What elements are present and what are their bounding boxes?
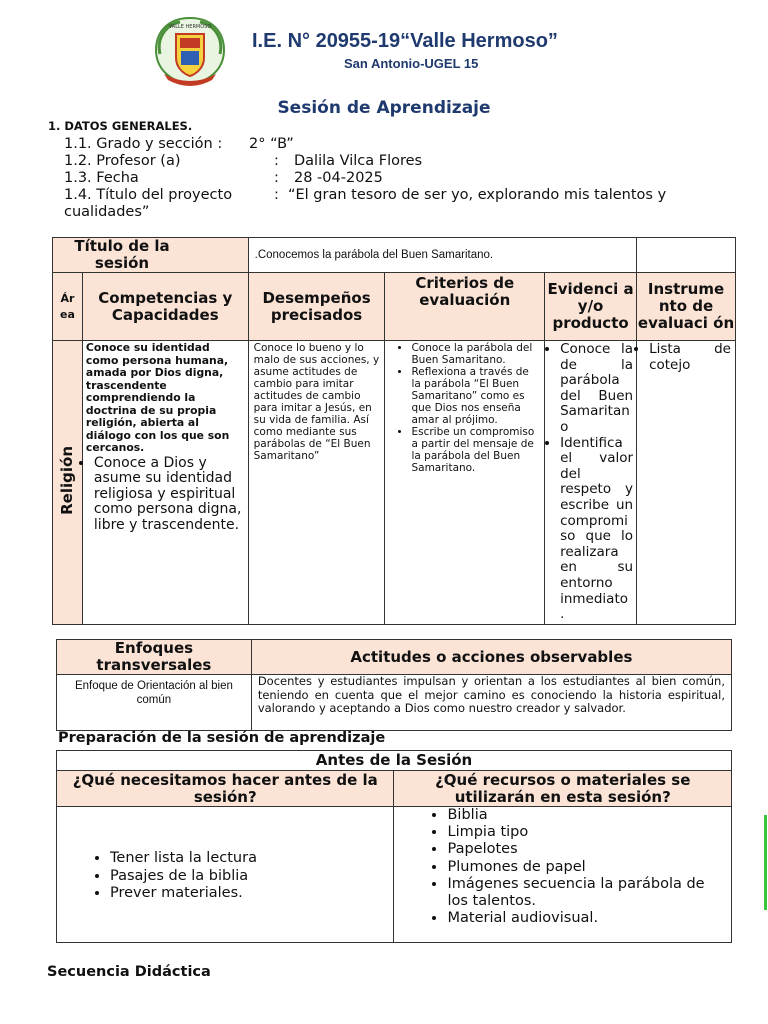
capacidades-list [86, 456, 245, 534]
desempeno-text: Conoce lo bueno y lo malo de sus acciones, y asume actitudes de cambio para imitar actitudes de cambio para imitar a Jesús, en su vida de familia. Así como mediante sus parábolas de “El Buen Samaritano” [253, 342, 380, 462]
grado-line [64, 136, 294, 153]
area-label: Religión [58, 445, 77, 515]
fecha-colon: : [274, 170, 279, 186]
recurso-item: • Imágenes secuencia la parábola de los talentos. [447, 876, 725, 910]
titulo-sesion-label: Título de la sesión [74, 237, 170, 272]
secuencia-heading: Secuencia Didáctica [47, 964, 211, 980]
grado-label: 1.1. Grado y sección : [64, 136, 223, 152]
actitud-cell: Docentes y estudiantes impulsan y orientan a los estudiantes al bien común, teniendo en cuenta que el mejor camino es conociendo la historia espiritual, valorando y aceptando a Dios como nuestro creador y salvador. [251, 675, 731, 731]
titulo-empty-cell [637, 238, 736, 273]
recursos-cell [394, 807, 732, 943]
col-recursos-header: ¿Qué recursos o materiales se utilizarán en esta sesión? [394, 771, 732, 807]
school-crest-logo [150, 14, 230, 88]
hacer-list [57, 850, 393, 903]
col-criterios-header: Criterios de evaluación [385, 273, 545, 341]
proyecto-colon: : [274, 187, 279, 203]
enfoque-cell: Enfoque de Orientación al bien común [57, 675, 252, 731]
recurso-item: • Biblia [447, 807, 725, 824]
hacer-item: • Pasajes de la biblia [110, 868, 393, 886]
hacer-cell [57, 807, 394, 943]
fecha-label: 1.3. Fecha [64, 170, 139, 186]
evidencia-item: • Conoce la de la parábola del Buen Samaritan o [560, 342, 633, 436]
profesor-label: 1.2. Profesor (a) [64, 153, 181, 169]
col-competencias-header: Competencias y Capacidades [82, 273, 248, 341]
school-location: San Antonio-UGEL 15 [344, 56, 479, 71]
criterios-cell [385, 341, 545, 625]
session-table [52, 237, 736, 625]
col-evidencia-header: Evidenci a y/o producto [545, 273, 637, 341]
green-edge-marker [764, 815, 767, 910]
profesor-value: Dalila Vilca Flores [294, 153, 423, 169]
fecha-line [64, 170, 383, 187]
evidencia-cell [545, 341, 637, 625]
criterio-item: • Reflexiona a través de la parábola “El Buen Samaritano” como es que Dios nos enseña amar al prójimo. [411, 366, 540, 426]
competencia-text: Conoce su identidad como persona humana, amada por Dios digna, trascendente comprendiendo la doctrina de su propia religión, abierta al diálogo con los que son cercanos. [85, 341, 230, 454]
evidencia-list [548, 342, 633, 623]
profesor-line [64, 153, 423, 170]
enfoques-table [56, 639, 732, 731]
instrumento-cell [637, 341, 736, 625]
col-actitudes-header: Actitudes o acciones observables [251, 640, 731, 675]
area-cell [53, 341, 83, 625]
col-instrumento-header: Instrume nto de evaluaci ón [637, 273, 736, 341]
proyecto-line [64, 187, 667, 204]
instrumento-item: • Lista de cotejo [649, 342, 731, 373]
titulo-sesion-value: .Conocemos la parábola del Buen Samaritano. [248, 238, 636, 273]
criterio-item: • Conoce la parábola del Buen Samaritano. [411, 342, 540, 366]
school-name: I.E. N° 20955-19“Valle Hermoso” [252, 30, 558, 52]
recurso-item: • Papelotes [447, 841, 725, 858]
preparacion-heading: Preparación de la sesión de aprendizaje [58, 730, 386, 746]
hacer-item: • Tener lista la lectura [110, 850, 393, 868]
col-area-header: Ár ea [53, 273, 83, 341]
criterios-list [389, 342, 540, 474]
capacidad-item: • Conoce a Dios y asume su identidad religiosa y espiritual como persona digna, libre y trascendente. [94, 456, 245, 534]
evidencia-item: • Identifica el valor del respeto y escribe un compromi so que lo realizara en su entorno inmediato . [560, 436, 633, 623]
hacer-item: • Prever materiales. [110, 885, 393, 903]
recurso-item: • Limpia tipo [447, 824, 725, 841]
instrumento-list [641, 342, 731, 373]
grado-value: 2° “B” [249, 136, 294, 152]
antes-sesion-title: Antes de la Sesión [57, 751, 732, 771]
proyecto-value-cont: cualidades” [64, 204, 150, 220]
proyecto-value: “El gran tesoro de ser yo, explorando mis talentos y [288, 187, 667, 203]
proyecto-label: 1.4. Título del proyecto [64, 187, 233, 203]
datos-generales-heading: 1. DATOS GENERALES. [48, 119, 193, 133]
desempeno-cell [248, 341, 385, 625]
recurso-item: • Material audiovisual. [447, 910, 725, 927]
svg-text:VALLE HERMOSO: VALLE HERMOSO [168, 24, 212, 30]
fecha-value: 28 -04-2025 [294, 170, 383, 186]
recurso-item: • Plumones de papel [447, 859, 725, 876]
criterio-item: • Escribe un compromiso a partir del mensaje de la parábola del Buen Samaritano. [411, 426, 540, 474]
profesor-colon: : [274, 153, 279, 169]
col-hacer-header: ¿Qué necesitamos hacer antes de la sesión? [57, 771, 394, 807]
col-enfoques-header: Enfoques transversales [57, 640, 252, 675]
titulo-sesion-label-cell [53, 238, 249, 273]
preparacion-table [56, 750, 732, 943]
recursos-list [394, 807, 731, 927]
competencias-cell [82, 341, 248, 625]
col-desempenos-header: Desempeños precisados [248, 273, 385, 341]
document-title: Sesión de Aprendizaje [277, 98, 491, 118]
